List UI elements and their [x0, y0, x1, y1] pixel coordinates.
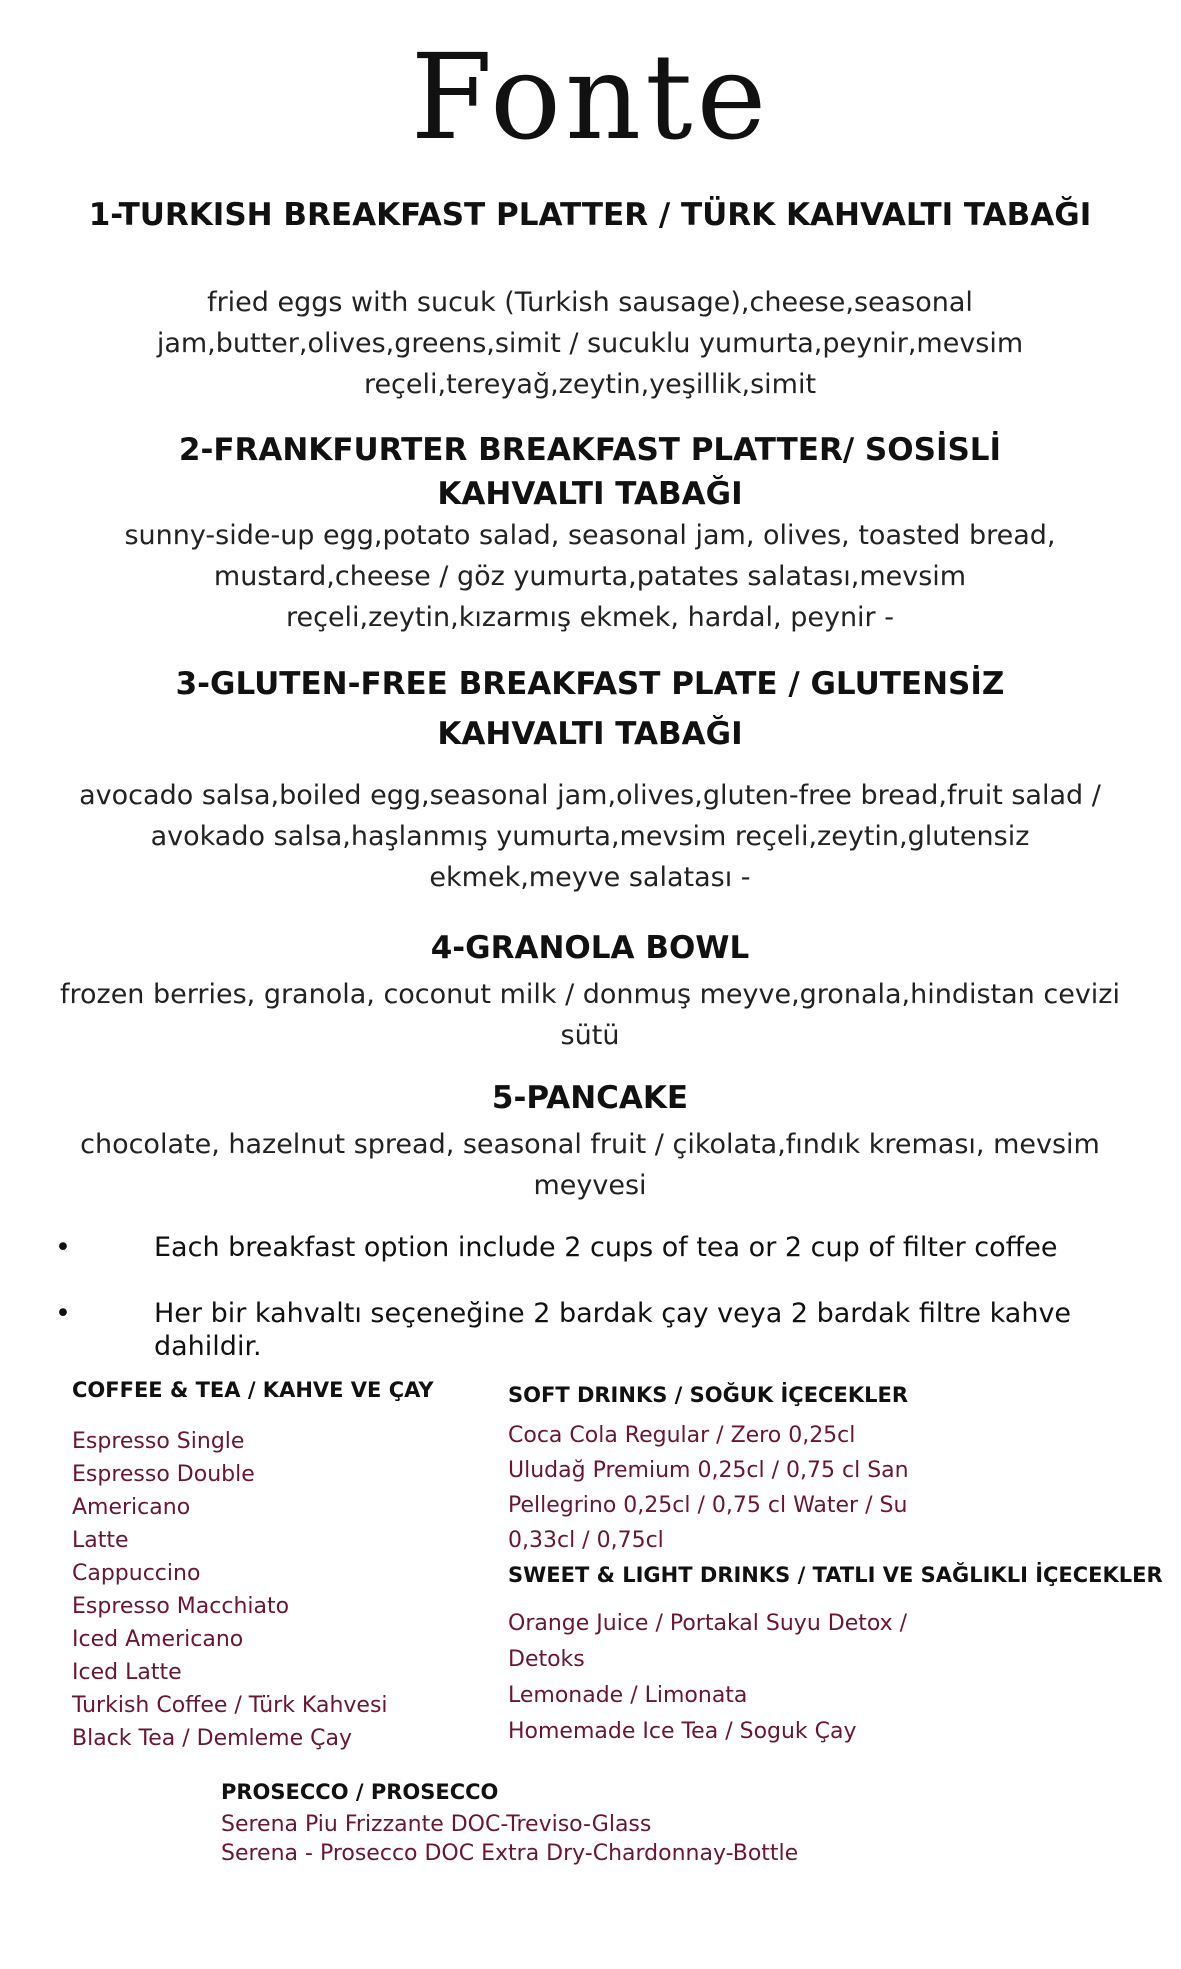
menu-item: Latte: [72, 1528, 129, 1553]
note-text: Her bir kahvaltı seçeneğine 2 bardak çay veya 2 bardak filtre kahve dahildir.: [154, 1298, 1072, 1362]
menu-item: Espresso Double: [72, 1462, 255, 1487]
sweet-drinks-heading: SWEET & LIGHT DRINKS / TATLI VE SAĞLIKLI İÇECEKLER: [508, 1563, 1163, 1587]
breakfast-5-title: 5-PANCAKE: [491, 1080, 689, 1116]
sweet-drinks-list: [508, 1606, 907, 1750]
breakfast-2-title: 2-FRANKFURTER BREAKFAST PLATTER/ SOSİSLİ KAHVALTI TABAĞI: [178, 432, 1002, 512]
menu-item: Cappuccino: [72, 1561, 201, 1586]
menu-item: Uludağ Premium 0,25cl / 0,75 cl San: [508, 1458, 909, 1483]
breakfast-5-desc: chocolate, hazelnut spread, seasonal fruit / çikolata,fındık kreması, mevsim meyvesi: [80, 1129, 1100, 1201]
menu-item: Lemonade / Limonata: [508, 1683, 748, 1708]
menu-item: Black Tea / Demleme Çay: [72, 1726, 353, 1751]
breakfast-3-desc: avocado salsa,boiled egg,seasonal jam,olives,gluten-free bread,fruit salad / avokado salsa,haşlanmış yumurta,mevsim reçeli,zeytin,glutensiz ekmek,meyve salatası -: [79, 780, 1101, 893]
note-text: Each breakfast option include 2 cups of tea or 2 cup of filter coffee: [154, 1232, 1058, 1263]
breakfast-4-title: 4-GRANOLA BOWL: [430, 930, 750, 966]
soft-drinks-list: [508, 1418, 909, 1558]
menu-item: Homemade Ice Tea / Soguk Çay: [508, 1719, 857, 1744]
menu-item: Espresso Macchiato: [72, 1594, 290, 1619]
breakfast-2-desc: sunny-side-up egg,potato salad, seasonal jam, olives, toasted bread, mustard,cheese / göz yumurta,patates salatası,mevsim reçeli,zeytin,kızarmış ekmek, hardal, peynir -: [124, 520, 1056, 633]
bullet-icon: •: [55, 1298, 71, 1329]
prosecco-heading: PROSECCO / PROSECCO: [221, 1780, 499, 1804]
menu-item: Americano: [72, 1495, 191, 1520]
menu-item: Serena - Prosecco DOC Extra Dry-Chardonnay-Bottle: [221, 1841, 799, 1866]
bullet-icon: •: [55, 1232, 71, 1263]
breakfast-3-title: 3-GLUTEN-FREE BREAKFAST PLATE / GLUTENSİZ KAHVALTI TABAĞI: [175, 666, 1005, 752]
menu-item: Orange Juice / Portakal Suyu Detox /: [508, 1611, 908, 1636]
note-tea-coffee-en: [55, 1231, 1115, 1264]
menu-item: 0,33cl / 0,75cl: [508, 1528, 664, 1553]
menu-item: Iced Americano: [72, 1627, 244, 1652]
breakfast-1-desc: fried eggs with sucuk (Turkish sausage),cheese,seasonal jam,butter,olives,greens,simit / sucuklu yumurta,peynir,mevsim reçeli,tereyağ,zeytin,yeşillik,simit: [156, 287, 1024, 400]
menu-item: Serena Piu Frizzante DOC-Treviso-Glass: [221, 1812, 652, 1837]
menu-item: Coca Cola Regular / Zero 0,25cl: [508, 1423, 856, 1448]
menu-item: Espresso Single: [72, 1429, 245, 1454]
coffee-tea-list: [72, 1425, 388, 1755]
menu-item: Pellegrino 0,25cl / 0,75 cl Water / Su: [508, 1493, 908, 1518]
brand-logo: Fonte: [410, 28, 771, 166]
breakfast-4-desc: frozen berries, granola, coconut milk / donmuş meyve,gronala,hindistan cevizi sütü: [59, 979, 1120, 1051]
note-tea-coffee-tr: [55, 1297, 1115, 1363]
coffee-tea-heading: COFFEE & TEA / KAHVE VE ÇAY: [72, 1378, 434, 1402]
menu-item: Iced Latte: [72, 1660, 182, 1685]
breakfast-1-title: 1-TURKISH BREAKFAST PLATTER / TÜRK KAHVALTI TABAĞI: [88, 197, 1092, 233]
menu-item: Detoks: [508, 1647, 585, 1672]
prosecco-list: [221, 1810, 798, 1868]
soft-drinks-heading: SOFT DRINKS / SOĞUK İÇECEKLER: [508, 1383, 908, 1407]
menu-item: Turkish Coffee / Türk Kahvesi: [72, 1693, 388, 1718]
